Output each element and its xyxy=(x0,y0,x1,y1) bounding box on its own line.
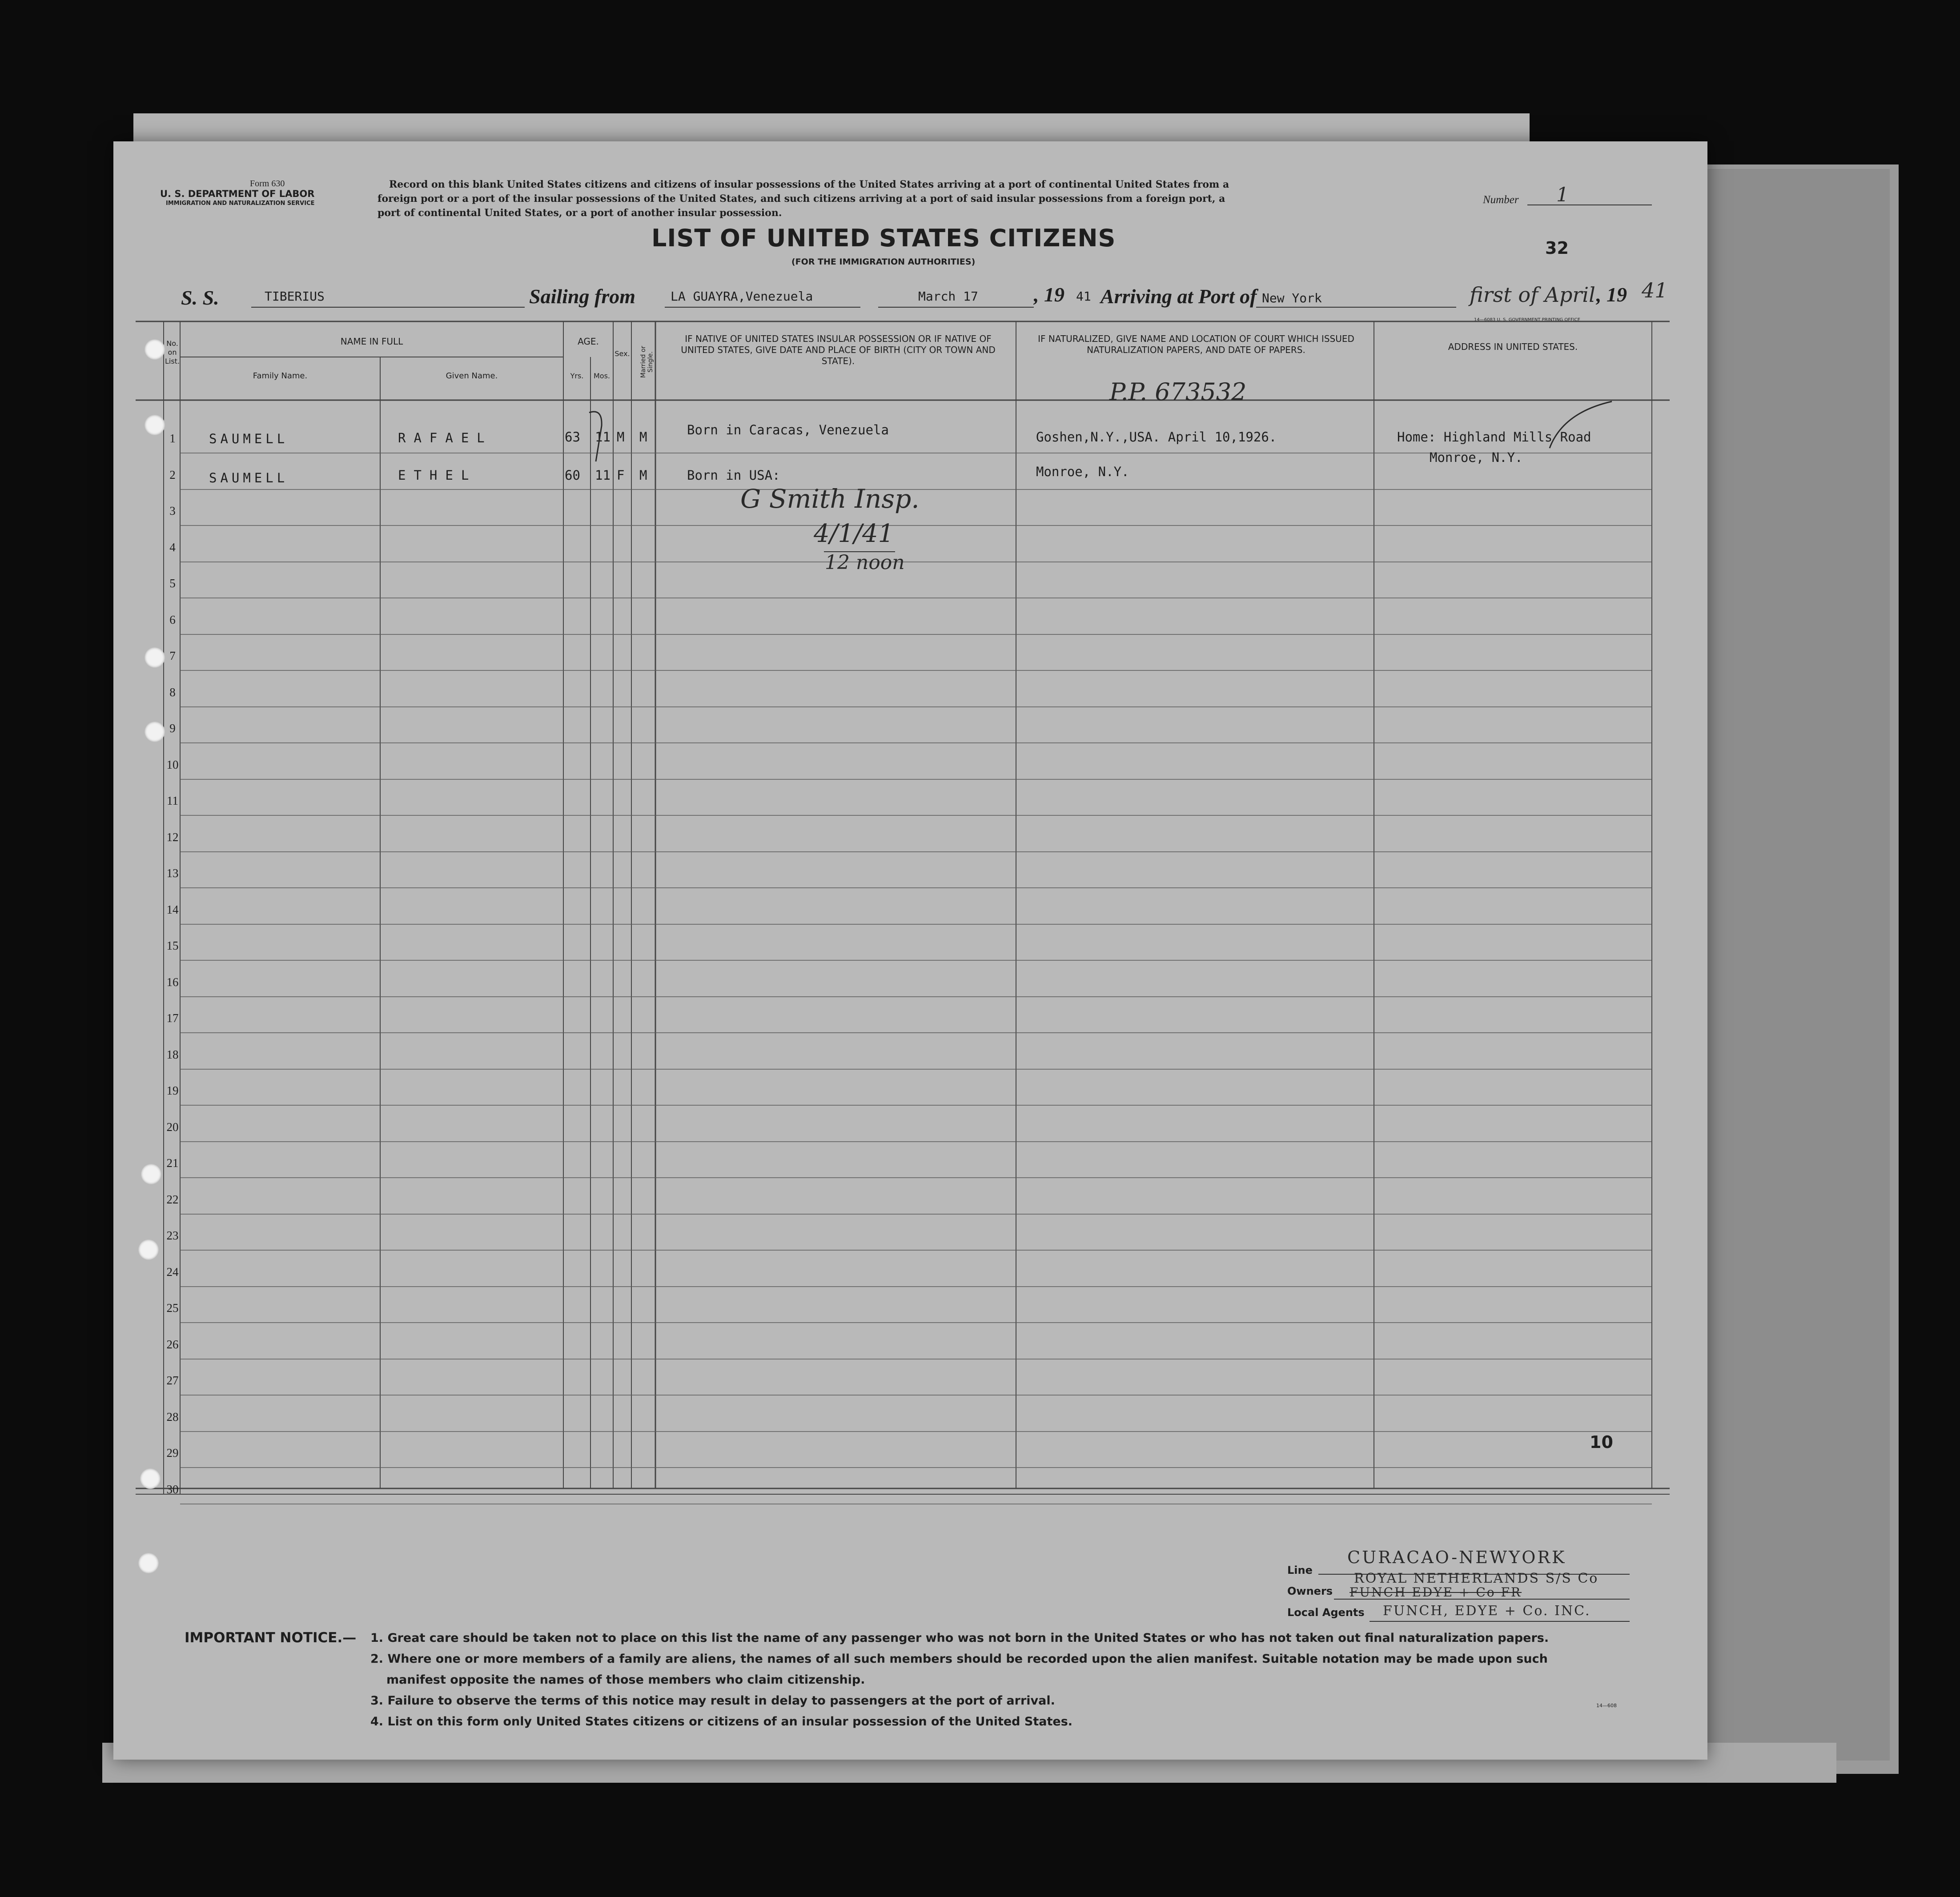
row-number: 15 xyxy=(166,939,179,952)
passenger-2-married: M xyxy=(639,468,647,483)
notice-item-4: 4. List on this form only United States citizens or citizens of an insular possession of the United States. xyxy=(370,1715,1073,1729)
sailing-label: Sailing from xyxy=(529,285,636,308)
row-number: 6 xyxy=(169,613,176,626)
passenger-1-mos: 11 xyxy=(595,429,610,445)
owners-struck: FUNCH EDYE + Co FR xyxy=(1350,1585,1522,1600)
col-no: No. on List. xyxy=(165,339,180,365)
sailing-year-suffix: 41 xyxy=(1076,289,1091,304)
col-given-name: Given Name. xyxy=(446,371,498,381)
row-number: 25 xyxy=(166,1301,179,1315)
row-number: 30 xyxy=(166,1482,179,1496)
passenger-1-married: M xyxy=(639,429,647,445)
passenger-1-address-1: Home: Highland Mills Road xyxy=(1397,429,1591,445)
row-number: 23 xyxy=(166,1229,179,1242)
inspection-time: 12 noon xyxy=(825,551,905,574)
instructions-line-2: foreign port or a port of the insular possessions of the United States, and such citizens arriving at a port of said insular possessions from a foreign port, a xyxy=(378,193,1225,205)
binding-hole xyxy=(145,339,165,360)
col-address: ADDRESS IN UNITED STATES. xyxy=(1448,341,1578,352)
notice-item-2a: 2. Where one or more members of a family are aliens, the names of all such members should be recorded upon the alien manifest. Suitable notation may be made upon such xyxy=(370,1652,1548,1666)
arrival-year-suffix: 41 xyxy=(1642,278,1668,302)
col-age: AGE. xyxy=(578,336,599,347)
notice-item-2b: manifest opposite the names of those members who claim citizenship. xyxy=(386,1673,865,1687)
arrival-date: first of April xyxy=(1470,283,1595,307)
arriving-label: Arriving at Port of xyxy=(1100,285,1257,308)
row-number: 26 xyxy=(166,1337,179,1351)
sailing-date: March 17 xyxy=(918,289,978,304)
row-number: 29 xyxy=(166,1446,179,1460)
inspection-date: 4/1/41 xyxy=(814,519,894,548)
row-number: 1 xyxy=(169,432,176,445)
col-name-in-full: NAME IN FULL xyxy=(340,336,403,347)
passenger-2-given: ETHEL xyxy=(398,468,477,483)
ship-name: TIBERIUS xyxy=(265,289,325,304)
instructions-line-3: port of continental United States, or a port of another insular possession. xyxy=(378,207,782,219)
binding-hole xyxy=(140,1468,161,1489)
owners-value: ROYAL NETHERLANDS S/S Co xyxy=(1354,1571,1599,1586)
col-naturalized: IF NATURALIZED, GIVE NAME AND LOCATION OF COURT WHICH ISSUED NATURALIZATION PAPERS, AND DATE OF PAPERS. xyxy=(1038,333,1354,355)
passenger-1-yrs: 63 xyxy=(565,429,580,445)
ss-label: S. S. xyxy=(181,286,219,309)
row-number: 24 xyxy=(166,1265,179,1279)
passenger-2-family: SAUMELL xyxy=(209,470,289,485)
row-number: 7 xyxy=(169,649,176,662)
instructions-line-1: Record on this blank United States citizens and citizens of insular possessions of the United States arriving at a port of continental United States from a xyxy=(389,179,1229,190)
binding-hole xyxy=(141,1164,161,1184)
binding-hole xyxy=(145,415,165,435)
passenger-1-sex: M xyxy=(617,429,625,445)
row-number: 13 xyxy=(166,866,179,880)
passenger-2-mos: 11 xyxy=(595,468,610,483)
notice-item-1: 1. Great care should be taken not to place on this list the name of any passenger who was not born in the United States or who has not taken out final naturalization papers. xyxy=(370,1631,1549,1645)
row-number: 4 xyxy=(169,540,176,554)
passenger-1-family: SAUMELL xyxy=(209,431,289,446)
row-number: 27 xyxy=(166,1374,179,1387)
arrival-year-19: 19 xyxy=(1607,283,1627,306)
passenger-1-given: RAFAEL xyxy=(398,430,493,445)
col-mos: Mos. xyxy=(593,372,610,380)
col-married: Married or Single. xyxy=(640,345,654,378)
row-number: 14 xyxy=(166,902,179,916)
row-number: 12 xyxy=(166,830,179,844)
pp-number: P.P. 673532 xyxy=(1109,378,1247,406)
row-number: 21 xyxy=(166,1156,179,1170)
row-number: 19 xyxy=(166,1084,179,1097)
row-number: 9 xyxy=(169,722,176,735)
inspector-signature: G Smith Insp. xyxy=(740,484,920,514)
number-label: Number xyxy=(1483,194,1519,206)
binding-hole xyxy=(138,1239,159,1260)
row-number: 11 xyxy=(167,794,178,807)
row-number: 17 xyxy=(166,1011,179,1025)
agents-underline xyxy=(1370,1621,1630,1622)
page-count: 10 xyxy=(1590,1432,1613,1452)
binding-hole xyxy=(145,647,165,668)
form-number: Form 630 xyxy=(250,179,285,188)
sailing-year-prefix: , 19 xyxy=(1034,283,1064,306)
owners-underline xyxy=(1334,1599,1630,1600)
row-number: 8 xyxy=(169,685,176,699)
row-number: 10 xyxy=(166,758,179,771)
passenger-2-birth: Born in USA: xyxy=(687,468,780,483)
agents-value: FUNCH, EDYE + Co. INC. xyxy=(1383,1603,1591,1619)
print-code: 14—6083 U. S. GOVERNMENT PRINTING OFFICE xyxy=(1474,317,1580,322)
binding-hole xyxy=(138,1553,159,1573)
row-number: 20 xyxy=(166,1120,179,1134)
bottom-code: 14—608 xyxy=(1596,1703,1617,1709)
row-number: 28 xyxy=(166,1410,179,1424)
passenger-1-address-2: Monroe, N.Y. xyxy=(1430,450,1523,465)
agents-label: Local Agents xyxy=(1287,1606,1365,1619)
passenger-1-birth: Born in Caracas, Venezuela xyxy=(687,422,889,437)
sailing-port: LA GUAYRA,Venezuela xyxy=(671,289,813,304)
col-sex: Sex. xyxy=(615,349,630,358)
stamp-number: 32 xyxy=(1545,238,1569,258)
arrival-year-prefix: , 19 xyxy=(1596,283,1627,306)
check-marks xyxy=(113,141,1707,586)
passenger-1-naturalization: Goshen,N.Y.,USA. April 10,1926. xyxy=(1036,429,1277,445)
row-number: 18 xyxy=(166,1047,179,1061)
binding-hole xyxy=(145,722,165,742)
line-value: CURACAO-NEWYORK xyxy=(1347,1548,1566,1567)
passenger-2-sex: F xyxy=(617,468,625,483)
row-number: 3 xyxy=(169,504,176,517)
page-subtitle: (FOR THE IMMIGRATION AUTHORITIES) xyxy=(791,257,976,267)
passenger-2-yrs: 60 xyxy=(565,468,580,483)
row-number: 2 xyxy=(169,468,176,481)
background-sheet-right-inner xyxy=(1703,169,1890,1761)
number-value: 1 xyxy=(1556,184,1569,206)
row-number: 22 xyxy=(166,1192,179,1206)
row-number: 16 xyxy=(166,975,179,989)
col-family-name: Family Name. xyxy=(253,371,308,381)
sailing-year-19: 19 xyxy=(1044,283,1064,306)
notice-heading: IMPORTANT NOTICE.— xyxy=(185,1630,357,1646)
service-label: IMMIGRATION AND NATURALIZATION SERVICE xyxy=(166,200,315,207)
col-native: IF NATIVE OF UNITED STATES INSULAR POSSESSION OR IF NATIVE OF UNITED STATES, GIVE DATE AND PLACE OF BIRTH (CITY OR TOWN AND STATE). xyxy=(681,333,996,366)
col-yrs: Yrs. xyxy=(570,372,584,380)
arrival-port: New York xyxy=(1262,291,1322,305)
passenger-2-naturalization: Monroe, N.Y. xyxy=(1036,464,1129,479)
notice-item-3: 3. Failure to observe the terms of this notice may result in delay to passengers at the port of arrival. xyxy=(370,1694,1055,1708)
page-title: LIST OF UNITED STATES CITIZENS xyxy=(651,224,1116,252)
manifest-page xyxy=(113,141,1707,1760)
line-label: Line xyxy=(1287,1564,1313,1576)
owners-label: Owners xyxy=(1287,1585,1333,1597)
department-label: U. S. DEPARTMENT OF LABOR xyxy=(160,188,315,199)
row-number: 5 xyxy=(169,577,176,590)
